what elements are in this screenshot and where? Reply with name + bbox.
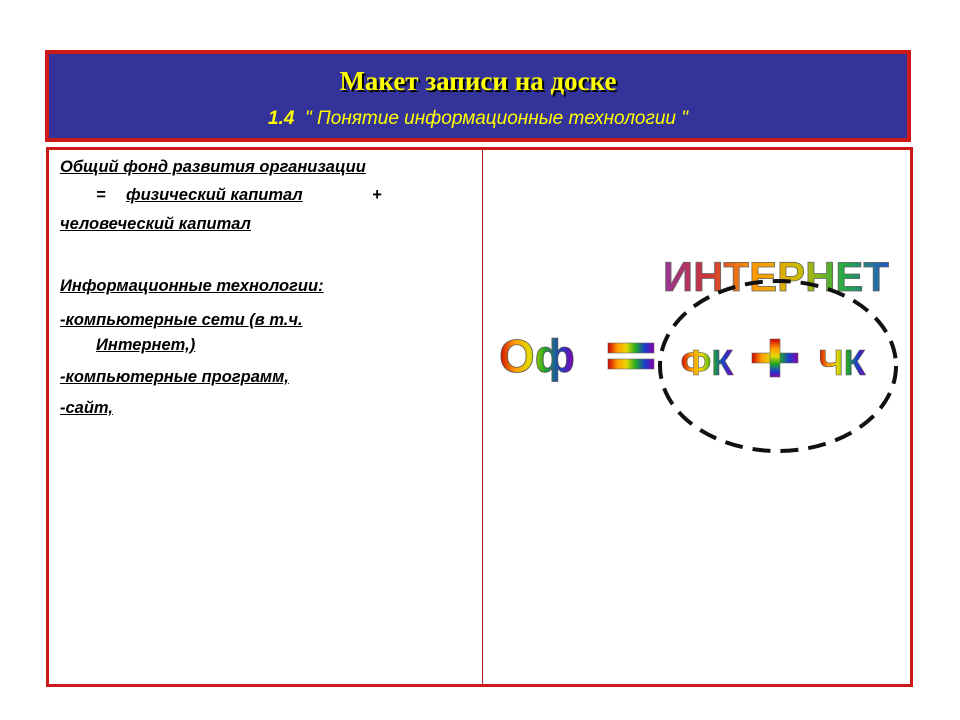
human-capital: человеческий капитал [60,215,251,233]
plus-symbol [752,339,798,377]
subtitle-number: 1.4 [267,108,295,129]
equals-sign: = [96,186,106,204]
fk-label: ФК [680,342,734,383]
subtitle-text: " Понятие информационные технологии " [304,108,689,129]
it-heading: Информационные технологии: [60,277,324,295]
chk-label: ЧК [818,342,866,383]
plus-sign: + [372,186,382,204]
internet-word [663,253,890,300]
fund-definition: Общий фонд развития организации [60,158,366,176]
internet-label: ИНТЕРНЕТ [662,253,890,300]
of-label: Оф [498,330,576,382]
slide-title: Макет записи на доске [339,66,617,96]
equals-symbol [608,343,654,369]
it-item-networks-cont: Интернет,) [96,336,196,354]
it-item-networks: -компьютерные сети (в т.ч. [60,311,303,329]
physical-capital: физический капитал [126,186,303,204]
it-item-site: -сайт, [60,399,113,417]
it-item-programs: -компьютерные программ, [60,368,289,386]
